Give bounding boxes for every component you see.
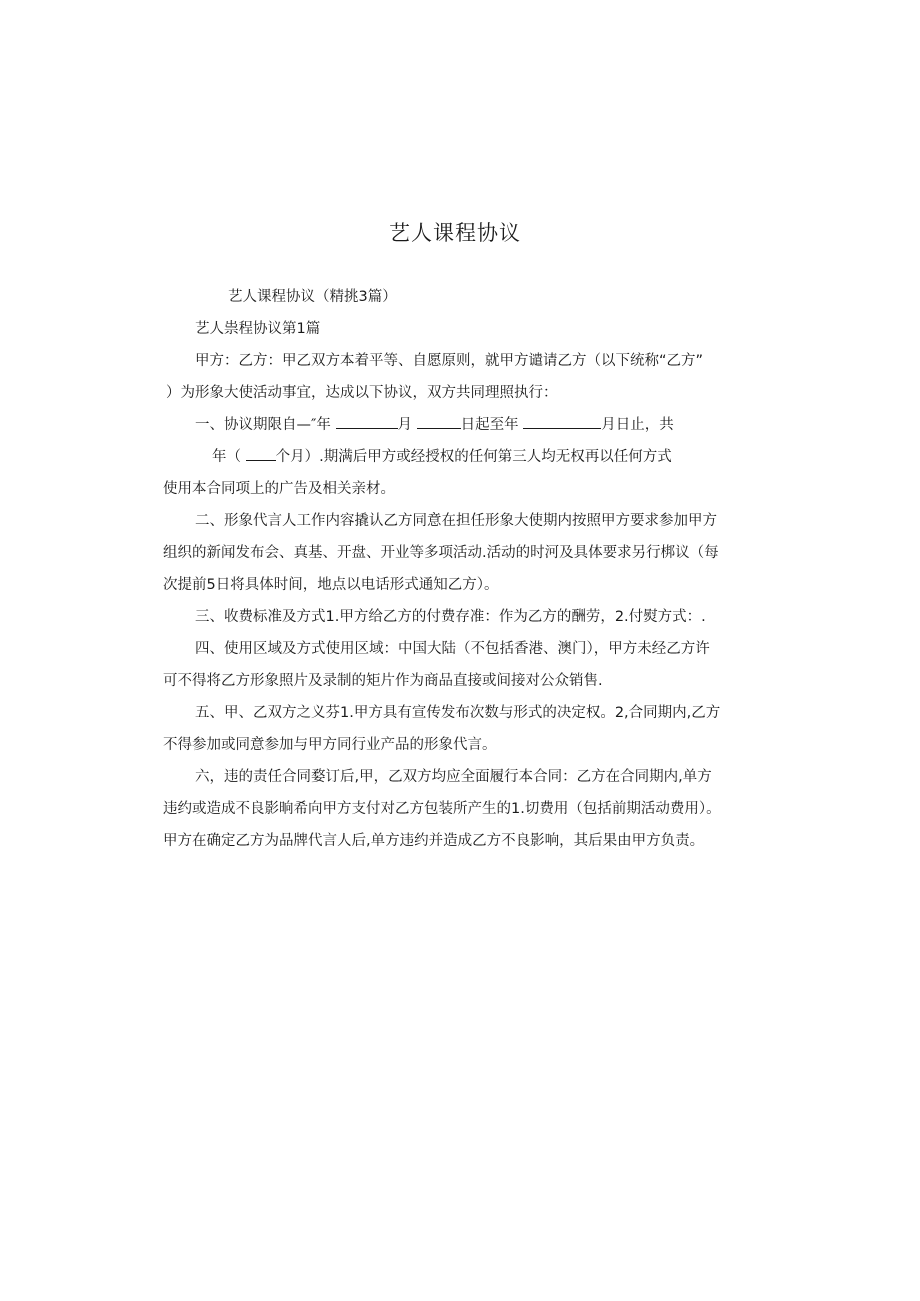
- blank-field-end-month: [523, 414, 601, 429]
- paragraph-line-13: 不得参加或同意参加与甲方同行业产品的形象代言。: [163, 737, 497, 753]
- paragraph-line-7: 组织的新闻发布会、真基、开盘、开业等多项活动.活动的时河及具体要求另行梆议（每: [163, 545, 719, 561]
- paragraph-line-4: [212, 446, 672, 468]
- term-text-month: 月: [397, 417, 413, 433]
- paragraph-line-8: 次提前5日将具体时间，地点以电话形式通知乙方）。: [163, 577, 499, 593]
- paragraph-line-3: [195, 414, 674, 436]
- paragraph-line-16: 甲方在确定乙方为品牌代言人后,单方违约并造成乙方不良影响，其后果由甲方负责。: [163, 833, 705, 849]
- document-subtitle: 艺人课程协议（精挑3篇）: [228, 289, 397, 305]
- paragraph-line-5: 使用本合同项上的广告及相关亲材。: [163, 481, 395, 497]
- paragraph-line-14: 六，违的责任合同婺订后,甲，乙双方均应全面履行本合同：乙方在合同期内,单方: [195, 769, 712, 785]
- term-text-start: 一、协议期限自—″年: [195, 417, 331, 433]
- paragraph-line-11: 可不得将乙方形象照片及录制的矩片作为商品直接或间接对公众销售.: [163, 673, 603, 689]
- paragraph-line-6: 二、形象代言人工作内容撬认乙方同意在担任形象大使期内按照甲方要求参加甲方: [195, 513, 717, 529]
- paragraph-line-12: 五、甲、乙双方之义芬1.甲方具有宣传发布次数与形式的决定权。2,合同期内,乙方: [195, 705, 721, 721]
- paragraph-line-2: ）为形象大使活动事宜，达成以下协议，双方共同理照执行：: [166, 385, 558, 401]
- term-text-until: 日起至年: [460, 417, 519, 433]
- paragraph-line-10: 四、使用区域及方式使用区域：中国大陆（不包括香港、澳门），甲方未经乙方许: [195, 641, 710, 657]
- blank-field-months: [246, 446, 276, 461]
- paragraph-line-15: 违约或造成不良影晌希向甲方支付对乙方包装所产生的1.切费用（包括前期活动费用）。: [163, 801, 721, 817]
- term-text-expiry: 个月）.期满后甲方或经授权的任何第三人均无权再以任何方式: [275, 449, 672, 465]
- document-title: 艺人课程协议: [389, 221, 521, 245]
- paragraph-line-9: 三、收费标准及方式1.甲方给乙方的付费存准：作为乙方的酬劳，2.付熨方式：.: [195, 609, 706, 625]
- term-text-year: 年（: [212, 449, 241, 465]
- blank-field-month: [336, 414, 398, 429]
- term-text-end: 月日止，共: [601, 417, 674, 433]
- blank-field-day: [417, 414, 461, 429]
- section-heading: 艺人祟程协议第1篇: [195, 321, 321, 337]
- paragraph-line-1: 甲方：乙方：甲乙双方本着平等、自愿原则，就甲方谴请乙方（以下统称“乙方”: [195, 353, 704, 369]
